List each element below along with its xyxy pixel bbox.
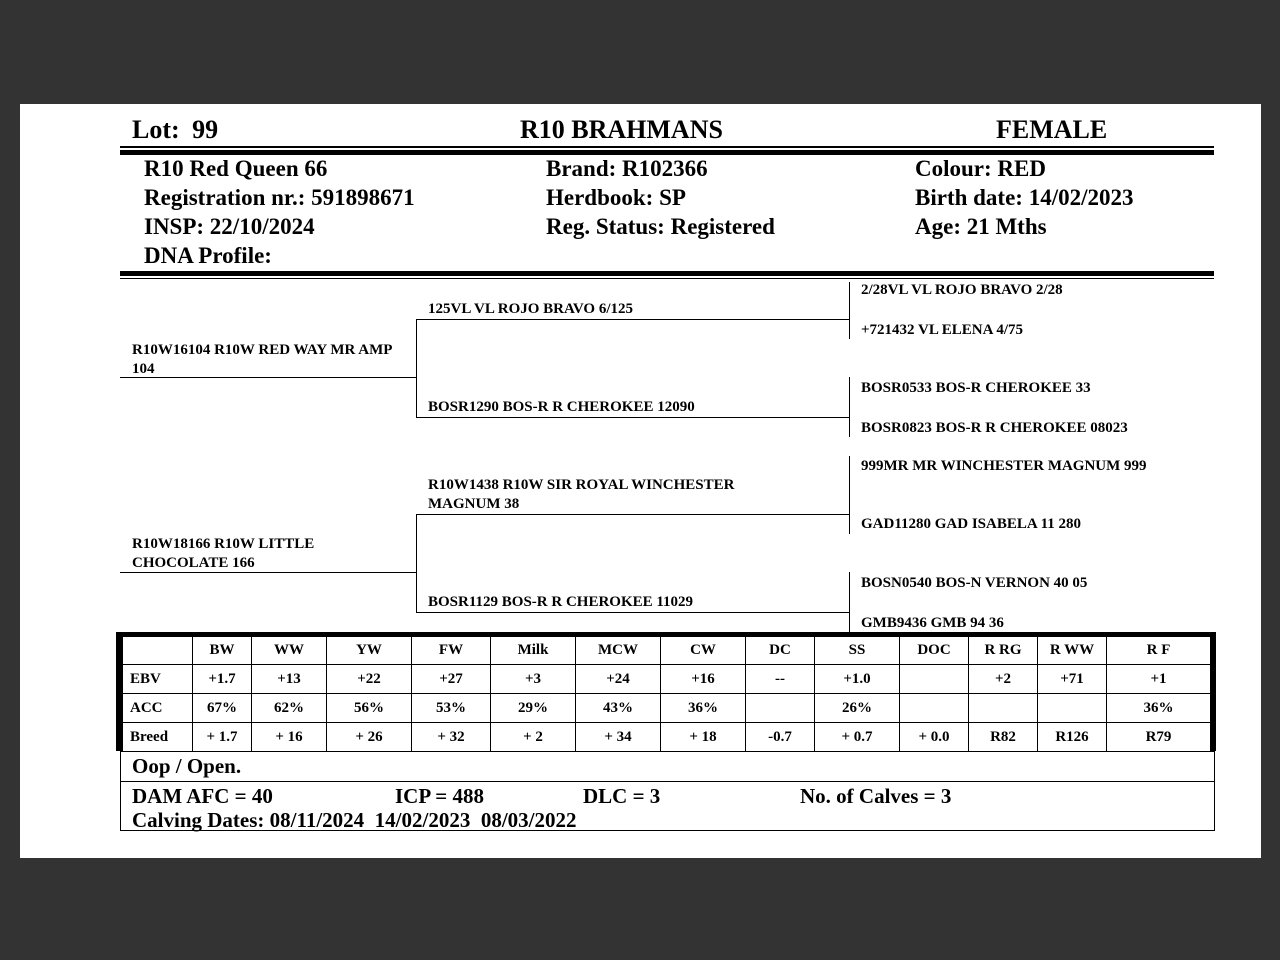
- ped-line-sire-dam: [416, 417, 849, 418]
- ebv-cell: +1: [1107, 665, 1211, 694]
- acc-cell: 43%: [576, 694, 661, 723]
- pedigree-sire-dam-dam: BOSR0823 BOS-R R CHEROKEE 08023: [861, 420, 1128, 436]
- ebv-cell: +16: [661, 665, 746, 694]
- animal-name: R10 Red Queen 66: [144, 156, 328, 181]
- pedigree-sire-dam-sire: BOSR0533 BOS-R CHEROKEE 33: [861, 380, 1091, 396]
- acc-cell: 36%: [1107, 694, 1211, 723]
- info-rule-thin: [120, 278, 1214, 279]
- lot-number: 99: [192, 115, 219, 144]
- breed-row-label: Breed: [123, 723, 193, 752]
- ebv-header-cell: Milk: [491, 637, 576, 665]
- brand: Brand: R102366: [546, 156, 708, 181]
- acc-cell: [1038, 694, 1107, 723]
- ebv-cell: --: [746, 665, 815, 694]
- colour: Colour: RED: [915, 156, 1046, 181]
- header-rule-thick: [120, 150, 1214, 155]
- dam-afc: DAM AFC = 40: [132, 784, 273, 808]
- ebv-header-cell: BW: [193, 637, 252, 665]
- lot-sheet: [20, 104, 1261, 858]
- breed-cell: + 16: [252, 723, 327, 752]
- ebv-cell: +22: [327, 665, 412, 694]
- pedigree-sire-dam: BOSR1290 BOS-R R CHEROKEE 12090: [428, 399, 695, 415]
- pedigree-dam-sire-sire: 999MR MR WINCHESTER MAGNUM 999: [861, 458, 1147, 474]
- ebv-header-cell: SS: [815, 637, 900, 665]
- age: Age: 21 Mths: [915, 214, 1047, 239]
- ped-bracket-dd: [849, 572, 850, 632]
- ebv-row-label: EBV: [123, 665, 193, 694]
- breed-cell: + 34: [576, 723, 661, 752]
- calving-dates: Calving Dates: 08/11/2024 14/02/2023 08/03/2022: [132, 808, 577, 832]
- breed-cell: + 1.7: [193, 723, 252, 752]
- ebv-cell: +2: [969, 665, 1038, 694]
- sex-label: FEMALE: [996, 115, 1108, 144]
- ebv-header-cell: FW: [412, 637, 491, 665]
- pedigree-dam-sire-dam: GAD11280 GAD ISABELA 11 280: [861, 516, 1082, 532]
- acc-cell: [900, 694, 969, 723]
- ped-line-dam-sire: [416, 514, 849, 515]
- breed-cell: + 2: [491, 723, 576, 752]
- dna-profile: DNA Profile:: [144, 243, 272, 268]
- ebv-cell: [900, 665, 969, 694]
- oop-box: [120, 751, 1215, 782]
- pedigree-dam-dam: BOSR1129 BOS-R R CHEROKEE 11029: [428, 594, 694, 610]
- acc-row: [123, 694, 1211, 723]
- ebv-cell: +1.7: [193, 665, 252, 694]
- pedigree-dam-dam-sire: BOSN0540 BOS-N VERNON 40 05: [861, 575, 1088, 591]
- breed-cell: + 32: [412, 723, 491, 752]
- ped-line-dam-dam: [416, 612, 849, 613]
- ebv-header-cell: YW: [327, 637, 412, 665]
- no-of-calves: No. of Calves = 3: [800, 784, 952, 808]
- breed-cell: R126: [1038, 723, 1107, 752]
- ebv-header-cell: DOC: [900, 637, 969, 665]
- acc-cell: 53%: [412, 694, 491, 723]
- acc-cell: 29%: [491, 694, 576, 723]
- herdbook: Herdbook: SP: [546, 185, 686, 210]
- ebv-header-cell: DC: [746, 637, 815, 665]
- ebv-header-cell: MCW: [576, 637, 661, 665]
- ped-bracket-ds: [849, 456, 850, 534]
- lot-label: Lot:: [132, 115, 180, 144]
- acc-cell: 26%: [815, 694, 900, 723]
- acc-cell: 56%: [327, 694, 412, 723]
- ped-bracket-sd: [849, 377, 850, 437]
- insp-date: INSP: 22/10/2024: [144, 214, 315, 239]
- breed-cell: + 0.7: [815, 723, 900, 752]
- acc-row-label: ACC: [123, 694, 193, 723]
- ebv-cell: +13: [252, 665, 327, 694]
- pedigree-sire-sire-sire: 2/28VL VL ROJO BRAVO 2/28: [861, 282, 1063, 298]
- ebv-header-cell: WW: [252, 637, 327, 665]
- ped-line-sire-sire: [416, 319, 849, 320]
- acc-cell: [969, 694, 1038, 723]
- stud-name: R10 BRAHMANS: [520, 115, 723, 144]
- breed-cell: R79: [1107, 723, 1211, 752]
- ped-bracket-ss: [849, 282, 850, 339]
- acc-cell: 36%: [661, 694, 746, 723]
- ebv-header-cell: CW: [661, 637, 746, 665]
- ebv-header-cell: R F: [1107, 637, 1211, 665]
- icp: ICP = 488: [395, 784, 484, 808]
- dlc: DLC = 3: [583, 784, 661, 808]
- ped-bracket-dam: [416, 514, 417, 612]
- acc-cell: 62%: [252, 694, 327, 723]
- ebv-cell: +24: [576, 665, 661, 694]
- acc-cell: [746, 694, 815, 723]
- breed-cell: + 18: [661, 723, 746, 752]
- pedigree-sire: R10W16104 R10W RED WAY MR AMP 104: [132, 342, 392, 377]
- pedigree-sire-sire: 125VL VL ROJO BRAVO 6/125: [428, 301, 634, 317]
- ebv-cell: +71: [1038, 665, 1107, 694]
- reg-status: Reg. Status: Registered: [546, 214, 775, 239]
- breed-cell: + 26: [327, 723, 412, 752]
- ebv-table: [122, 636, 1211, 752]
- breed-cell: R82: [969, 723, 1038, 752]
- ebv-header-row: [123, 637, 1211, 665]
- header-rule-thin: [120, 146, 1214, 148]
- acc-cell: 67%: [193, 694, 252, 723]
- registration-number: Registration nr.: 591898671: [144, 185, 415, 210]
- lot-heading: [132, 115, 218, 145]
- breed-row: [123, 723, 1211, 752]
- dam-stats-box: [120, 781, 1215, 831]
- oop-status: Oop / Open.: [132, 754, 242, 778]
- birth-date: Birth date: 14/02/2023: [915, 185, 1134, 210]
- ebv-header-cell: R RG: [969, 637, 1038, 665]
- info-rule-thick: [120, 271, 1214, 276]
- pedigree-sire-sire-dam: +721432 VL ELENA 4/75: [861, 322, 1024, 338]
- ped-bracket-sire: [416, 319, 417, 417]
- ebv-header-cell: R WW: [1038, 637, 1107, 665]
- pedigree-dam-sire: R10W1438 R10W SIR ROYAL WINCHESTER MAGNUM 38: [428, 477, 735, 512]
- ebv-cell: +1.0: [815, 665, 900, 694]
- ebv-cell: +27: [412, 665, 491, 694]
- ebv-header-cell: [123, 637, 193, 665]
- breed-cell: + 0.0: [900, 723, 969, 752]
- pedigree-dam: R10W18166 R10W LITTLE CHOCOLATE 166: [132, 536, 315, 571]
- pedigree-dam-dam-dam: GMB9436 GMB 94 36: [861, 615, 1004, 631]
- breed-cell: -0.7: [746, 723, 815, 752]
- ebv-row: [123, 665, 1211, 694]
- ebv-cell: +3: [491, 665, 576, 694]
